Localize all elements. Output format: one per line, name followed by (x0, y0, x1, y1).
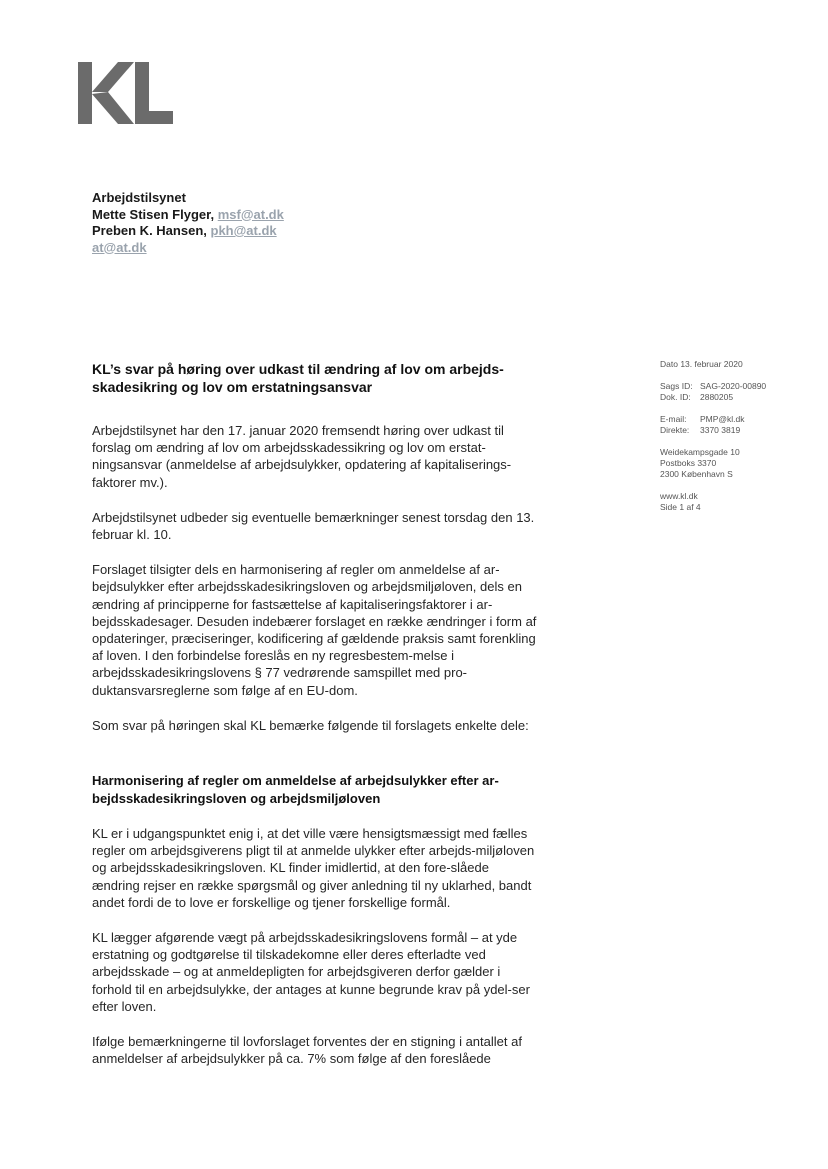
recipient-email-link[interactable]: msf@at.dk (217, 206, 284, 222)
recipient-email-link[interactable]: pkh@at.dk (210, 223, 277, 238)
recipient-line (92, 223, 284, 240)
recipient-name: Preben K. Hansen, (92, 223, 207, 238)
website: www.kl.dk (660, 491, 698, 501)
paragraph: KL lægger afgørende vægt på arbejdsskadesikringslovens formål – at yde erstatning og godtgørelse til tilskadekomne eller deres efterladte ved arbejdsskade – og at anmeldepligten for arbejdsgiveren derfor gælder i forhold til en arbejdsulykke, der antages at kunne begrunde krav på ydel-ser efter loven. (92, 930, 530, 1014)
section-heading: Harmonisering af regler om anmeldelse af arbejdsulykker efter ar-bejdsskadesikringsloven og arbejdsmiljøloven (92, 773, 499, 806)
email-value: PMP@kl.dk (700, 414, 745, 424)
paragraph: KL er i udgangspunktet enig i, at det ville være hensigtsmæssigt med fælles regler om arbejdsgiverens pligt til at anmelde ulykker efter arbejds-miljøloven og arbejdsskadesikringsloven. KL finder imidlertid, at den fore-slåede ændring rejser en række spørgsmål og giver anledning til ny uklarhed, bandt andet fordi de to love er forskellige og tjener forskellige formål. (92, 826, 535, 910)
dok-id-value: 2880205 (700, 392, 734, 402)
recipient-organization: Arbejdstilsynet (92, 190, 186, 205)
sags-id-value: SAG-2020-00890 (700, 381, 767, 391)
page-number: Side 1 af 4 (660, 502, 701, 512)
address-line: 2300 København S (660, 469, 733, 479)
paragraph: Ifølge bemærkningerne til lovforslaget forventes der en stigning i antallet af anmeldelser af arbejdsulykker på ca. 7% som følge af den foreslåede (92, 1034, 522, 1067)
paragraph: Arbejdstilsynet udbeder sig eventuelle bemærkninger senest torsdag den 13. februar kl. 10. (92, 509, 535, 543)
paragraph: Som svar på høringen skal KL bemærke følgende til forslagets enkelte dele: (92, 717, 529, 733)
address-line: Postboks 3370 (660, 458, 717, 468)
kl-logo (78, 62, 173, 124)
recipient-block (92, 190, 284, 256)
recipient-name: Mette Stisen Flyger, (92, 206, 215, 222)
dok-id-label: Dok. ID: (660, 392, 691, 402)
letter-body (92, 360, 537, 1085)
document-title: KL’s svar på høring over udkast til ændring af lov om arbejds-skadesikring og lov om erstatningsansvar (92, 361, 504, 395)
paragraph: Arbejdstilsynet har den 17. januar 2020 fremsendt høring over udkast til forslag om ændring af lov om arbejdsskadessikring og lov om erstat-ningsansvar (anmeldelse af arbejdsulykker, opdatering af kapitaliserings-faktorer mv.). (92, 423, 512, 490)
general-email-link[interactable]: at@at.dk (92, 239, 147, 255)
direct-phone-label: Direkte: (660, 425, 690, 435)
letter-metadata (660, 359, 810, 524)
address-line: Weidekampsgade 10 (660, 447, 740, 457)
recipient-line (92, 207, 284, 224)
letter-date: Dato 13. februar 2020 (660, 359, 743, 369)
direct-phone-value: 3370 3819 (700, 425, 741, 435)
email-label: E-mail: (660, 414, 687, 424)
sags-id-label: Sags ID: (660, 381, 693, 391)
paragraph: Forslaget tilsigter dels en harmonisering af regler om anmeldelse af ar-bejdsulykker efter arbejdsskadesikringsloven og arbejdsmiljøloven, dels en ændring af principperne for fastsættelse af kapitaliseringsfaktorer i ar-bejdsskadesager. Desuden indebærer forslaget en række ændringer i form af opdateringer, præciseringer, kodificering af gældende praksis samt forenkling af loven. I den forbindelse foreslås en ny regresbestem-melse i arbejdsskadesikringslovens § 77 vedrørende samspillet med pro-duktansvarsreglerne som følge af en EU-dom. (92, 562, 537, 698)
